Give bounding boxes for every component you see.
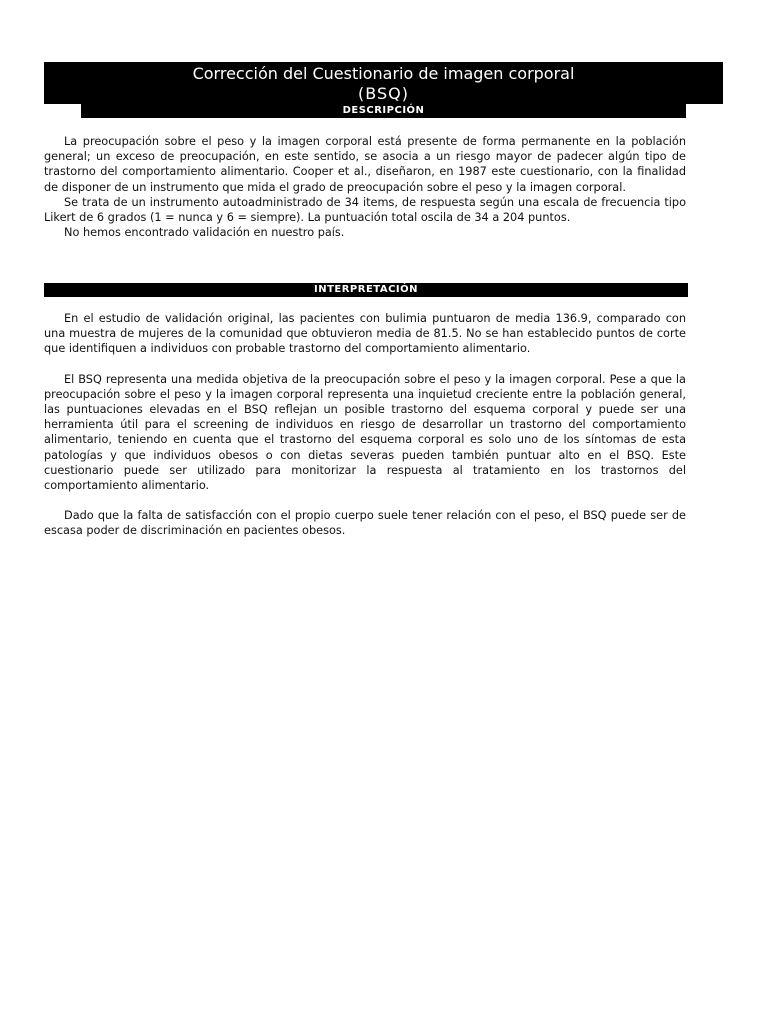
description-paragraph: No hemos encontrado validación en nuestro país. (64, 226, 345, 240)
description-paragraph: La preocupación sobre el peso y la imagen corporal está presente de forma permanente en la población general; un exceso de preocupación, en este sentido, se asocia a un riesgo mayor de padecer algún tipo de trastorno del comportamiento alimentario. Cooper et al., diseñaron, en 1987 este cuestionario, con la finalidad de disponer de un instrumento que mida el grado de preocupación sobre el peso y la imagen corporal. (44, 135, 686, 194)
paragraph-gap (44, 493, 686, 508)
paragraph-gap (44, 357, 686, 372)
description-section (44, 134, 686, 240)
title-line-1: Corrección del Cuestionario de imagen corporal (192, 64, 575, 83)
interpretation-paragraph: En el estudio de validación original, las pacientes con bulimia puntuaron de media 136.9, comparado con una muestra de mujeres de la comunidad que obtuvieron media de 81.5. No se han establecido puntos de corte que identifiquen a individuos con probable trastorno del comportamiento alimentario. (44, 312, 686, 356)
description-heading: DESCRIPCIÓN (81, 104, 686, 118)
interpretation-heading: INTERPRETACIÓN (44, 283, 688, 297)
interpretation-paragraph: Dado que la falta de satisfacción con el propio cuerpo suele tener relación con el peso, el BSQ puede ser de escasa poder de discriminación en pacientes obesos. (44, 509, 686, 538)
description-paragraph: Se trata de un instrumento autoadministrado de 34 items, de respuesta según una escala de frecuencia tipo Likert de 6 grados (1 = nunca y 6 = siempre). La puntuación total oscila de 34 a 204 puntos. (44, 195, 686, 225)
title-line-2: (BSQ) (358, 84, 409, 103)
interpretation-paragraph: El BSQ representa una medida objetiva de la preocupación sobre el peso y la imagen corporal. Pese a que la preocupación sobre el peso y la imagen corporal representa una inquietud creciente entre la población general, las puntuaciones elevadas en el BSQ reflejan un posible trastorno del esquema corporal y puede ser una herramienta útil para el screening de individuos en riesgo de desarrollar un trastorno del comportamiento alimentario, teniendo en cuenta que el trastorno del esquema corporal es solo uno de los síntomas de esta patologías y que individuos obesos o con dietas severas pueden también puntuar alto en el BSQ. Este cuestionario puede ser utilizado para monitorizar la respuesta al tratamiento en los trastornos del comportamiento alimentario. (44, 372, 686, 493)
document-title (44, 62, 723, 104)
interpretation-section (44, 311, 686, 539)
